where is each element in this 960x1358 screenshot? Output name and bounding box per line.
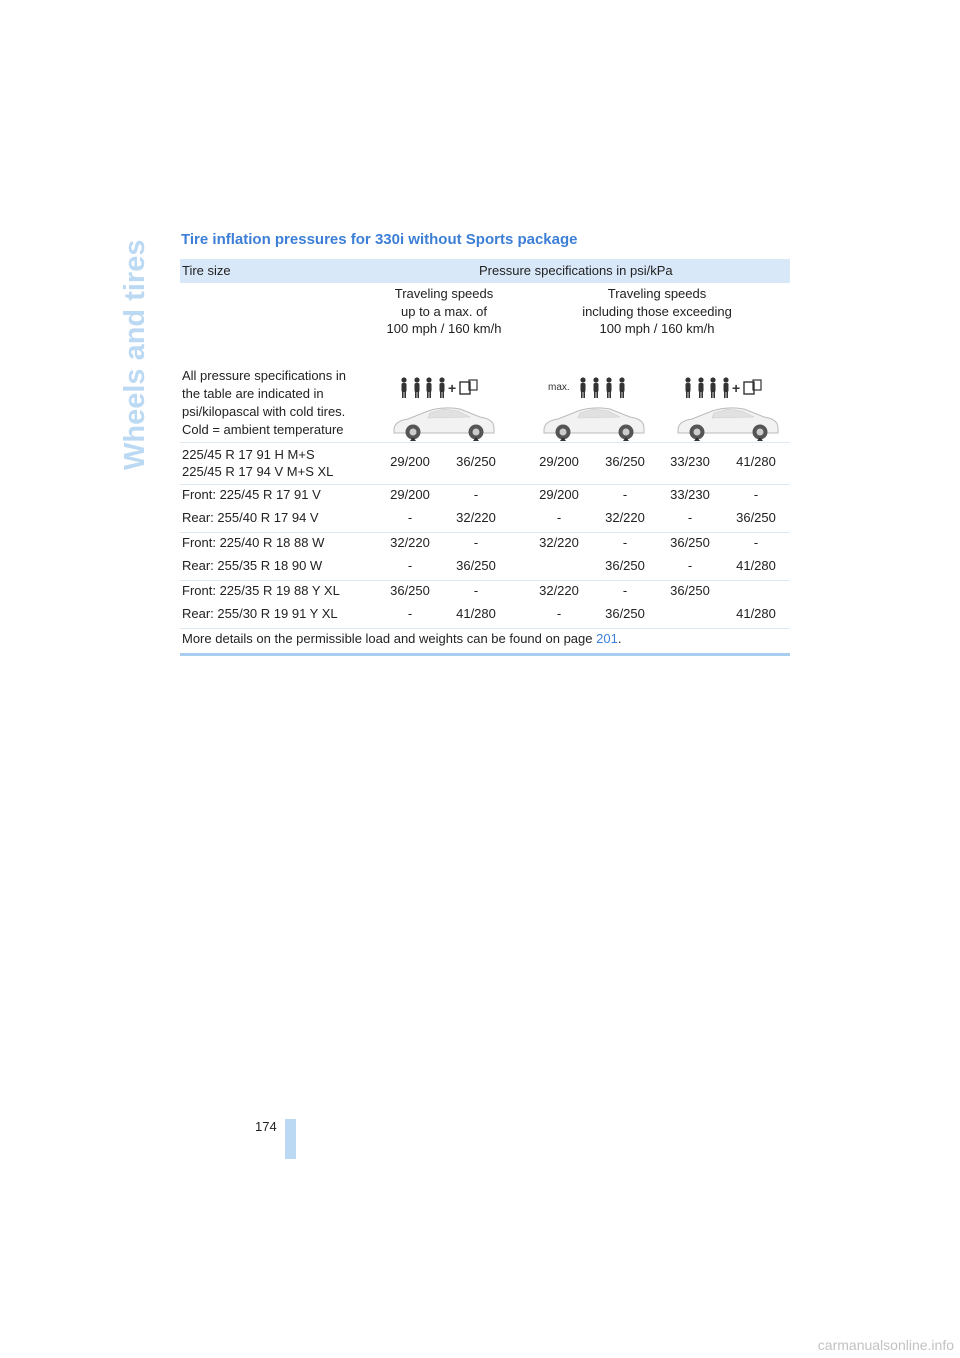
speed-col2-line: Traveling speeds	[607, 286, 707, 301]
pressure-cell: -	[407, 510, 413, 525]
tire-size-cell: Rear: 255/40 R 17 94 V	[182, 510, 319, 525]
note-line: the table are indicated in	[182, 386, 324, 401]
pressure-cell: 36/250	[605, 454, 645, 469]
pressure-cell: -	[556, 606, 562, 621]
pressure-cell: -	[687, 558, 693, 573]
page-marker-bar	[285, 1119, 296, 1159]
pressure-cell: -	[407, 606, 413, 621]
pressure-cell: 41/280	[736, 454, 776, 469]
tire-size-cell: Front: 225/45 R 17 91 V	[182, 487, 321, 502]
pressure-cell: 41/280	[456, 606, 496, 621]
pressure-cell: 33/230	[670, 454, 710, 469]
note-line: All pressure specifications in	[182, 368, 347, 383]
pressure-cell: 32/220	[539, 583, 579, 598]
pressure-cell: 36/250	[456, 454, 496, 469]
table-row	[180, 442, 790, 484]
tire-size-cell: Front: 225/40 R 18 88 W	[182, 535, 325, 550]
tire-size-cell: Rear: 255/30 R 19 91 Y XL	[182, 606, 338, 621]
pressure-cell: -	[753, 487, 759, 502]
pressure-cell: 29/200	[539, 487, 579, 502]
footer-note	[182, 631, 621, 646]
pressure-cell: -	[473, 583, 479, 598]
pressure-cell: -	[753, 535, 759, 550]
tire-size-line: 225/45 R 17 94 V M+S XL	[182, 464, 334, 479]
load-max-label: max.	[548, 382, 570, 393]
svg-text:+: +	[732, 380, 741, 396]
page-number: 174	[255, 1119, 277, 1134]
pressure-cell: 41/280	[736, 558, 776, 573]
pressure-cell: 29/200	[390, 454, 430, 469]
load-full-car-icon	[388, 375, 500, 445]
pressure-cell: 32/220	[456, 510, 496, 525]
footer-end: .	[617, 631, 622, 646]
pressure-cell: -	[473, 535, 479, 550]
speed-col1-line: up to a max. of	[401, 303, 487, 319]
pressure-cell: -	[687, 510, 693, 525]
table-row-group	[180, 484, 790, 532]
pressure-table	[180, 259, 790, 656]
page-reference-link[interactable]: 201	[596, 631, 618, 646]
pressure-cell: -	[622, 535, 628, 550]
tire-size-line: 225/45 R 17 91 H M+S	[182, 447, 315, 462]
pressure-cell: 32/220	[390, 535, 430, 550]
pressure-cell: 41/280	[736, 606, 776, 621]
pressure-cell: 36/250	[456, 558, 496, 573]
load-full-car-icon	[672, 375, 784, 445]
pressure-cell: 36/250	[605, 606, 645, 621]
speed-col1-line: 100 mph / 160 km/h	[386, 321, 502, 336]
table-row-group	[180, 532, 790, 580]
note-line: psi/kilopascal with cold tires.	[182, 404, 346, 419]
speed-and-load-row	[180, 283, 790, 437]
table-row-group	[180, 580, 790, 628]
tire-size-cell	[182, 446, 333, 480]
pressure-cell: -	[556, 510, 562, 525]
pressure-cell: -	[622, 583, 628, 598]
sidebar-section-label	[112, 232, 152, 472]
table-footer	[180, 628, 790, 656]
pressure-cell: 36/250	[670, 583, 710, 598]
pressure-cell: 36/250	[670, 535, 710, 550]
load-max-persons-icon	[538, 375, 650, 445]
pressure-cell: 32/220	[539, 535, 579, 550]
sidebar-section-label-text: Wheels and tires	[119, 239, 151, 470]
header-pressure: Pressure specifications in psi/kPa	[479, 263, 673, 278]
pressure-cell: 36/250	[390, 583, 430, 598]
svg-text:+: +	[448, 380, 457, 396]
footer-text: More details on the permissible load and weights can be found on page	[182, 631, 597, 646]
speed-col2-line: including those exceeding	[582, 303, 732, 319]
note-line: Cold = ambient temperature	[182, 422, 344, 437]
speed-col1-line: Traveling speeds	[394, 286, 494, 301]
pressure-cell: -	[622, 487, 628, 502]
pressure-cell: -	[407, 558, 413, 573]
pressure-cell: 33/230	[670, 487, 710, 502]
speed-col1	[344, 285, 544, 338]
pressure-cell: -	[473, 487, 479, 502]
pressure-note	[182, 367, 367, 439]
pressure-cell: 32/220	[605, 510, 645, 525]
header-tire-size: Tire size	[182, 263, 231, 278]
pressure-cell: 29/200	[539, 454, 579, 469]
watermark: carmanualsonline.info	[817, 1337, 954, 1353]
pressure-cell: 29/200	[390, 487, 430, 502]
tire-size-cell: Front: 225/35 R 19 88 Y XL	[182, 583, 340, 598]
speed-col2	[557, 285, 757, 338]
pressure-cell: 36/250	[736, 510, 776, 525]
table-header	[180, 259, 790, 283]
pressure-cell: 36/250	[605, 558, 645, 573]
tire-size-cell: Rear: 255/35 R 18 90 W	[182, 558, 323, 573]
section-title: Tire inflation pressures for 330i without Sports package	[181, 231, 578, 248]
speed-col2-line: 100 mph / 160 km/h	[599, 321, 715, 336]
